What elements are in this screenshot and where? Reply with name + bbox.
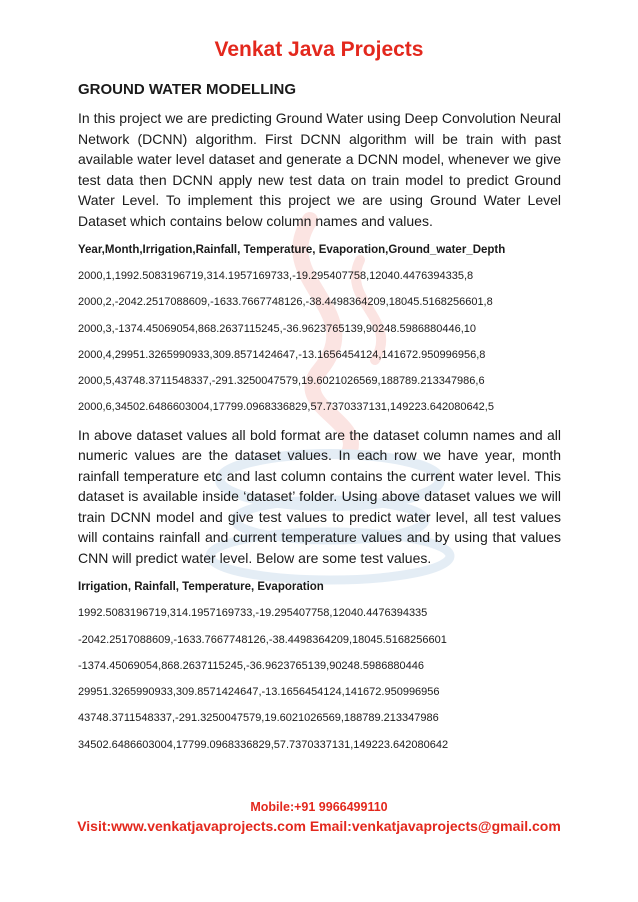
dataset-row: 2000,1,1992.5083196719,314.1957169733,-19.295407758,12040.4476394335,8 [78, 270, 474, 282]
dataset-row: 2000,5,43748.3711548337,-291.3250047579,19.6021026569,188789.213347986,6 [78, 375, 485, 388]
test-values-row: 34502.6486603004,17799.0968336829,57.7370337131,149223.642080642 [78, 738, 449, 751]
intro-paragraph: In this project we are predicting Ground Water using Deep Convolution Neural Network (DCNN) algorithm. First DCNN algorithm will be train with past available water level dataset and generate a DCNN model, whenever we give test data then DCNN apply new test data on train model to predict Ground Water Level. To implement this project we are using Ground Water Level Dataset which contains below column names and values. [78, 110, 561, 229]
test-values-row: -2042.2517088609,-1633.7667748126,-38.4498364209,18045.5168256601 [78, 633, 447, 646]
footer-contact: Visit:www.venkatjavaprojects.com Email:venkatjavaprojects@gmail.com [77, 818, 561, 834]
test-values-header: Irrigation, Rainfall, Temperature, Evaporation [78, 581, 324, 594]
dataset-row: 2000,3,-1374.45069054,868.2637115245,-36.9623765139,90248.5986880446,10 [78, 322, 477, 335]
dataset-row: 2000,6,34502.6486603004,17799.0968336829,57.7370337131,149223.642080642,5 [78, 401, 494, 414]
dataset-header: Year,Month,Irrigation,Rainfall, Temperature, Evaporation,Ground_water_Depth [78, 244, 506, 256]
dataset-row: 2000,4,29951.3265990933,309.8571424647,-13.1656454124,141672.950996956,8 [78, 348, 486, 361]
section-title: GROUND WATER MODELLING [78, 81, 297, 98]
footer-mobile: Mobile:+91 9966499110 [250, 800, 388, 814]
test-values-row: 1992.5083196719,314.1957169733,-19.295407758,12040.4476394335 [78, 607, 428, 620]
test-values-row: 43748.3711548337,-291.3250047579,19.6021026569,188789.213347986 [78, 712, 439, 725]
document-body [78, 80, 561, 758]
dataset-block [78, 237, 561, 421]
test-values-block [78, 574, 561, 758]
page-header-title: Venkat Java Projects [214, 38, 424, 61]
test-values-row: -1374.45069054,868.2637115245,-36.9623765139,90248.5986880446 [78, 659, 425, 672]
explanation-paragraph: In above dataset values all bold format are the dataset column names and all numeric values are the dataset values. In each row we have year, month rainfall temperature etc and last column contains the current water level. This dataset is available inside ‘dataset’ folder. Using above dataset values we will train DCNN model and give test values to predict water level, all test values will contains rainfall and current temperature values and by using that values CNN will predict water level. Below are some test values. [78, 426, 561, 566]
test-values-row: 29951.3265990933,309.8571424647,-13.1656454124,141672.950996956 [78, 686, 440, 699]
dataset-row: 2000,2,-2042.2517088609,-1633.7667748126,-38.4498364209,18045.5168256601,8 [78, 296, 493, 309]
